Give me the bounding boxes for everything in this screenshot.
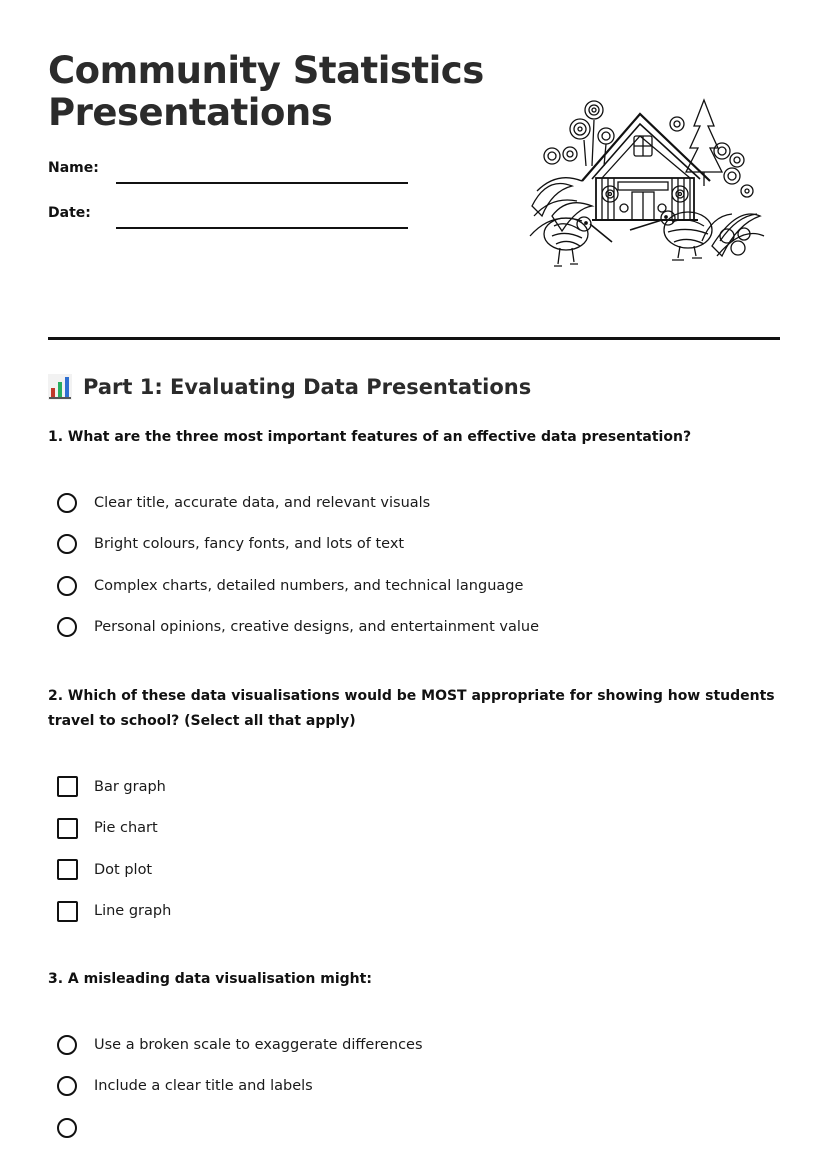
q2-option-bar-graph[interactable]: Bar graph	[57, 766, 171, 808]
radio-button[interactable]	[57, 617, 77, 637]
radio-button[interactable]	[57, 534, 77, 554]
question-3: 3. A misleading data visualisation might:	[48, 971, 372, 987]
question-2: 2. Which of these data visualisations would be MOST appropriate for showing how students travel to school? (Select all that apply)	[48, 688, 775, 729]
q2-option-dot-plot[interactable]: Dot plot	[57, 849, 171, 891]
q1-option-1[interactable]: Clear title, accurate data, and relevant visuals	[57, 482, 539, 524]
radio-button[interactable]	[57, 1118, 77, 1138]
bar-chart-icon	[48, 374, 72, 400]
checkbox[interactable]	[57, 818, 78, 839]
part1-heading-text: Part 1: Evaluating Data Presentations	[83, 375, 532, 399]
page-title: Community Statistics Presentations	[48, 49, 484, 134]
date-input-line[interactable]	[116, 227, 408, 229]
q3-option-1[interactable]: Use a broken scale to exaggerate differences	[57, 1024, 423, 1066]
radio-button[interactable]	[57, 1076, 77, 1096]
radio-button[interactable]	[57, 576, 77, 596]
checkbox[interactable]	[57, 859, 78, 880]
house-kiwi-illustration	[522, 96, 767, 276]
radio-button[interactable]	[57, 1035, 77, 1055]
q2-option-line-graph[interactable]: Line graph	[57, 891, 171, 933]
q1-option-3[interactable]: Complex charts, detailed numbers, and technical language	[57, 565, 539, 607]
checkbox[interactable]	[57, 901, 78, 922]
question-1-options	[57, 482, 539, 648]
q1-option-4[interactable]: Personal opinions, creative designs, and entertainment value	[57, 607, 539, 649]
part1-heading	[48, 374, 531, 400]
q3-option-3[interactable]	[57, 1107, 423, 1149]
question-2-options	[57, 766, 171, 932]
date-field[interactable]	[48, 205, 408, 229]
radio-button[interactable]	[57, 493, 77, 513]
checkbox[interactable]	[57, 776, 78, 797]
name-input-line[interactable]	[116, 182, 408, 184]
question-3-options	[57, 1024, 423, 1149]
q2-option-pie-chart[interactable]: Pie chart	[57, 808, 171, 850]
question-1: 1. What are the three most important features of an effective data presentation?	[48, 429, 692, 445]
name-field[interactable]	[48, 160, 408, 184]
q3-option-2[interactable]: Include a clear title and labels	[57, 1066, 423, 1108]
section-divider	[48, 337, 780, 340]
date-label: Date:	[48, 205, 91, 221]
name-label: Name:	[48, 160, 99, 176]
q1-option-2[interactable]: Bright colours, fancy fonts, and lots of text	[57, 524, 539, 566]
